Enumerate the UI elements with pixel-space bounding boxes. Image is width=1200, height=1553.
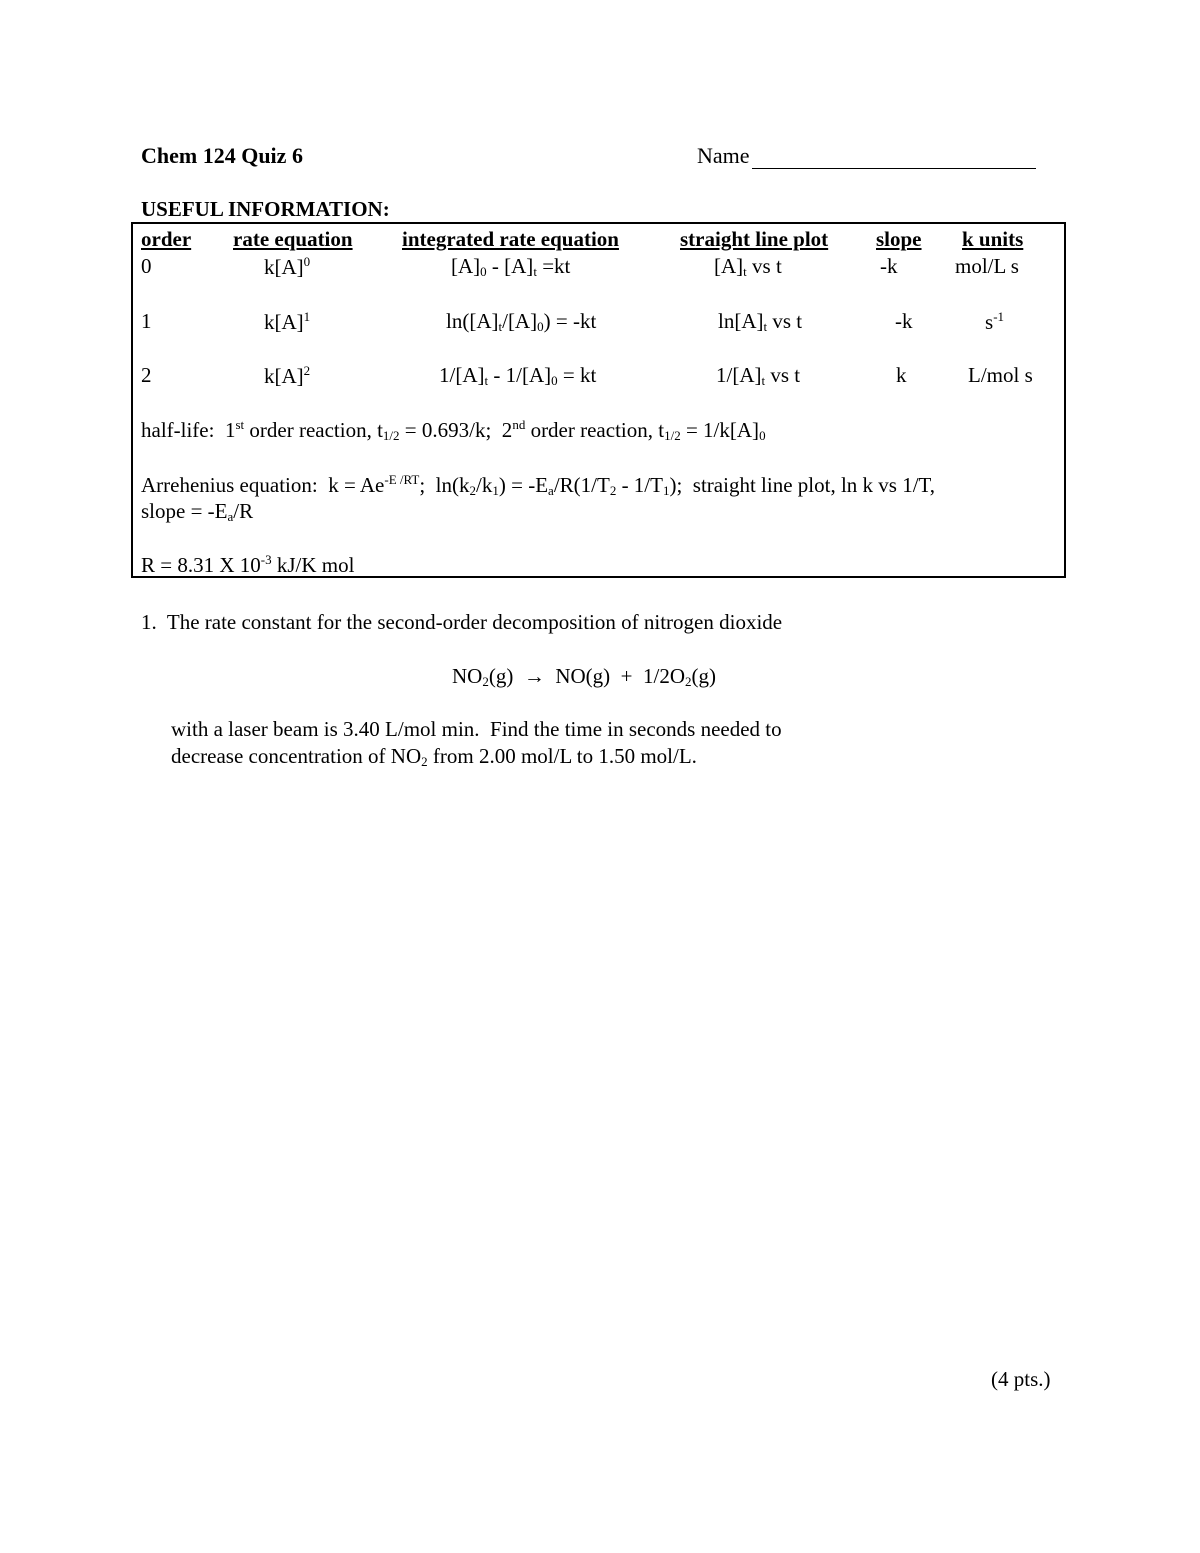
row-0-integrated-equation: $[A]_0 - [A]_t =kt$ — [451, 254, 571, 279]
row-1-slope: -k — [895, 309, 913, 333]
row-2-rate-equation: $k[A]^2$ — [264, 363, 311, 388]
row-2-order: 2 — [141, 363, 152, 387]
row-2-integrated-equation: $1/[A]_t - 1/[A]_0$ = kt — [439, 363, 597, 388]
col-header-integrated-rate-equation: integrated rate equation — [402, 227, 619, 251]
row-1-rate-equation: $k[A]^1$ — [264, 309, 311, 334]
row-0-rate-equation: $k[A]^0$ — [264, 254, 311, 279]
quiz-title: Chem 124 Quiz 6 — [141, 143, 303, 168]
row-0-plot: $[A]_t$ vs t — [714, 254, 782, 279]
col-header-order: order — [141, 227, 192, 251]
useful-info-heading: USEFUL INFORMATION: — [141, 197, 390, 221]
question-1-line-3: decrease concentration of $NO_2$ from 2.00 mol/L to 1.50 mol/L. — [171, 744, 697, 769]
question-1-line-2: with a laser beam is 3.40 L/mol min. Find the time in seconds needed to — [171, 717, 782, 741]
col-header-rate-equation: rate equation — [233, 227, 353, 251]
col-header-slope: slope — [876, 227, 922, 251]
arrhenius-equation: Arrehenius equation: $k = Ae^{-E /RT}$; $\ln(k_2/k_1) = -E_a/R(1/T_2 - 1/T_1)$; straight line plot, ln k vs 1/T, — [141, 472, 936, 498]
row-0-k-units: mol/L s — [955, 254, 1019, 278]
col-header-k-units: k units — [962, 227, 1024, 251]
row-1-k-units: $s^{-1}$ — [985, 309, 1005, 334]
col-header-straight-line-plot: straight line plot — [680, 227, 829, 251]
row-1-plot: $\ln[A]_t$ vs t — [718, 309, 803, 334]
question-1-points: (4 pts.) — [991, 1367, 1051, 1391]
name-field-line[interactable] — [752, 168, 1036, 169]
question-1-line-1: 1. The rate constant for the second-order decomposition of nitrogen dioxide — [141, 610, 783, 634]
arrhenius-slope: slope = $-E_a/R$ — [141, 499, 254, 524]
row-1-integrated-equation: $\ln([A]_t/[A]_0) = -kt$ — [446, 309, 597, 334]
gas-constant: R = 8.31 X $10^{-3}$ kJ/K mol — [141, 552, 355, 577]
half-life-formulas: half-life: 1st order reaction, $t_{1/2} = 0.693/k$; 2nd order reaction, $t_{1/2} = 1/k[A]_0$ — [141, 417, 766, 443]
row-2-plot: $1/[A]_t$ vs t — [716, 363, 801, 388]
row-0-order: 0 — [141, 254, 152, 278]
question-1-reaction: $NO_2(g) \to NO(g) + 1/2O_2(g)$ — [452, 664, 716, 689]
name-label: Name — [697, 143, 750, 168]
row-0-slope: -k — [880, 254, 898, 278]
row-2-k-units: L/mol s — [968, 363, 1033, 387]
row-2-slope: k — [896, 363, 907, 387]
row-1-order: 1 — [141, 309, 152, 333]
